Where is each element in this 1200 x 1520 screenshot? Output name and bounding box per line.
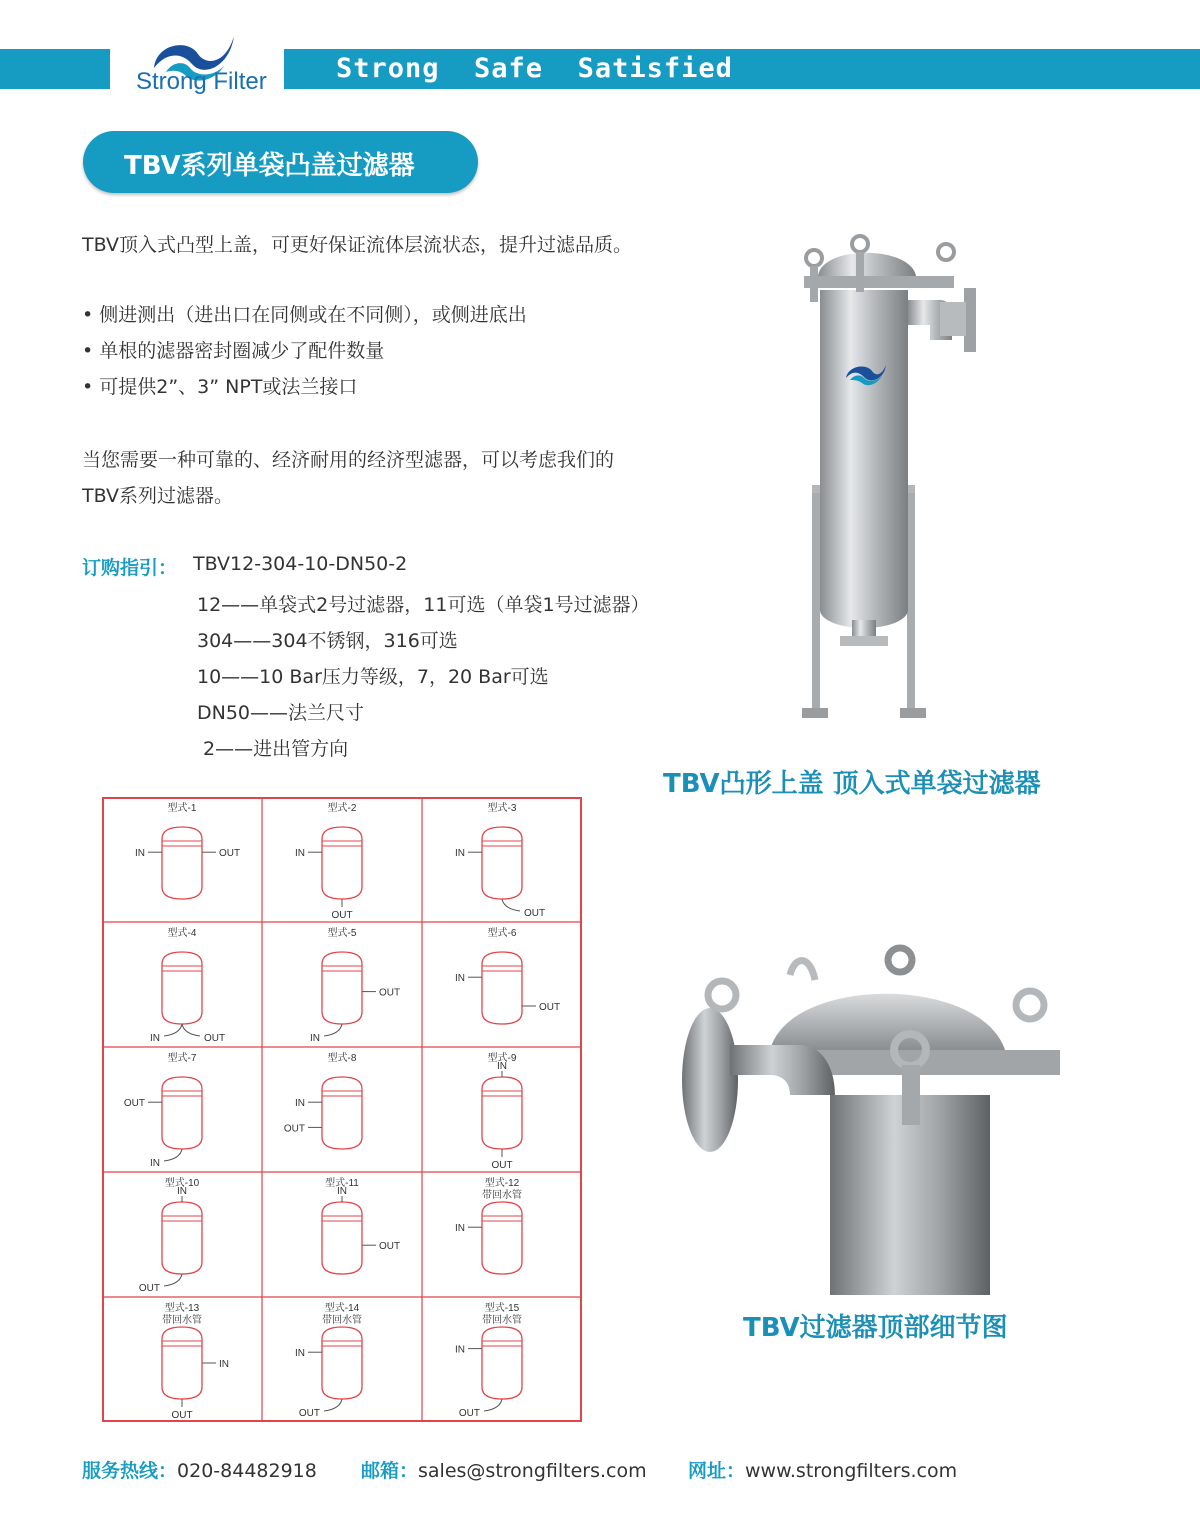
vessel-outline bbox=[162, 952, 202, 1024]
port-label: OUT bbox=[491, 1160, 513, 1171]
order-label: 订购指引： bbox=[82, 557, 178, 579]
summary-line: 当您需要一种可靠的、经济耐用的经济型滤器，可以考虑我们的 bbox=[82, 449, 615, 471]
website-label: 网址： bbox=[688, 1460, 746, 1482]
phone-label: 服务热线： bbox=[82, 1460, 178, 1482]
vessel-outline bbox=[162, 827, 202, 899]
type-note: 带回水管 bbox=[482, 1315, 522, 1326]
vessel-outline bbox=[162, 1077, 202, 1149]
port-label: IN bbox=[337, 1186, 347, 1197]
footer-email bbox=[361, 1456, 647, 1483]
vessel-outline bbox=[482, 1077, 522, 1149]
type-label: 型式-9 bbox=[487, 1053, 517, 1064]
vessel-outline bbox=[322, 952, 362, 1024]
port-label: IN bbox=[177, 1186, 187, 1197]
order-line: 10——10 Bar压力等级，7，20 Bar可选 bbox=[197, 666, 549, 688]
vessel-outline bbox=[322, 1327, 362, 1399]
port-line bbox=[164, 1274, 182, 1286]
vessel-outline bbox=[482, 952, 522, 1024]
type-label: 型式-4 bbox=[167, 928, 197, 939]
tagline: Strong Safe Satisfied bbox=[336, 53, 733, 84]
port-label: OUT bbox=[458, 1408, 480, 1419]
port-line bbox=[502, 899, 520, 911]
port-line bbox=[164, 1024, 182, 1036]
order-line: 2——进出管方向 bbox=[197, 738, 349, 760]
vessel-outline bbox=[482, 1202, 522, 1274]
footer-website bbox=[688, 1456, 957, 1483]
connection-type-diagram bbox=[102, 797, 582, 1422]
type-label: 型式-8 bbox=[327, 1053, 357, 1064]
phone-number: 020-84482918 bbox=[177, 1460, 317, 1482]
page-title: TBV系列单袋凸盖过滤器 bbox=[124, 151, 415, 181]
website-url[interactable]: www.strongfilters.com bbox=[745, 1460, 958, 1482]
type-label: 型式-10 bbox=[164, 1178, 200, 1189]
port-label: IN bbox=[135, 848, 145, 860]
order-line: 304——304不锈钢，316可选 bbox=[197, 630, 458, 652]
email-label: 邮箱： bbox=[361, 1460, 419, 1482]
port-label: IN bbox=[150, 1158, 160, 1169]
port-label: OUT bbox=[298, 1408, 320, 1419]
type-label: 型式-2 bbox=[327, 803, 357, 814]
port-line bbox=[324, 1399, 342, 1411]
port-line bbox=[324, 1024, 342, 1036]
port-label: OUT bbox=[123, 1098, 145, 1110]
vessel-outline bbox=[482, 1327, 522, 1399]
vessel-outline bbox=[162, 1327, 202, 1399]
port-line bbox=[484, 1399, 502, 1411]
type-label: 型式-13 bbox=[164, 1303, 200, 1314]
type-label: 型式-6 bbox=[487, 928, 517, 939]
bullet-item: • 可提供2”、3” NPT或法兰接口 bbox=[82, 376, 358, 398]
order-line: 12——单袋式2号过滤器，11可选（单袋1号过滤器） bbox=[197, 594, 650, 616]
port-label: IN bbox=[455, 848, 465, 860]
intro-text: TBV顶入式凸型上盖，可更好保证流体层流状态，提升过滤品质。 bbox=[82, 234, 633, 256]
port-label: OUT bbox=[283, 1123, 305, 1135]
filter-top-detail-image bbox=[670, 935, 1070, 1295]
port-label: IN bbox=[295, 1348, 305, 1360]
type-label: 型式-7 bbox=[167, 1053, 197, 1064]
port-label: OUT bbox=[204, 1033, 226, 1044]
detail-caption: TBV过滤器顶部细节图 bbox=[743, 1313, 1008, 1343]
port-label: OUT bbox=[539, 1002, 561, 1013]
port-label: OUT bbox=[524, 908, 546, 919]
port-line bbox=[182, 1024, 200, 1036]
port-label: IN bbox=[150, 1033, 160, 1044]
bullet-item: • 侧进测出（进出口在同侧或在不同侧），或侧进底出 bbox=[82, 304, 527, 326]
port-label: IN bbox=[310, 1033, 320, 1044]
type-note: 带回水管 bbox=[322, 1315, 362, 1326]
port-label: OUT bbox=[379, 987, 401, 999]
type-label: 型式-14 bbox=[324, 1303, 360, 1314]
order-line: DN50——法兰尺寸 bbox=[197, 702, 365, 724]
port-label: IN bbox=[455, 1223, 465, 1235]
product-caption: TBV凸形上盖 顶入式单袋过滤器 bbox=[663, 769, 1041, 799]
port-label: OUT bbox=[219, 848, 241, 860]
vessel-outline bbox=[482, 827, 522, 899]
vessel-outline bbox=[322, 1077, 362, 1149]
port-label: OUT bbox=[331, 910, 353, 921]
port-label: IN bbox=[497, 1061, 507, 1072]
vessel-outline bbox=[322, 1202, 362, 1274]
header-band-left bbox=[0, 49, 110, 89]
type-label: 型式-5 bbox=[327, 928, 357, 939]
port-label: IN bbox=[295, 848, 305, 860]
port-label: OUT bbox=[171, 1410, 193, 1421]
port-line bbox=[164, 1149, 182, 1161]
logo-text: Strong Filter bbox=[136, 68, 267, 95]
port-label: IN bbox=[455, 1344, 465, 1356]
footer-phone bbox=[82, 1456, 317, 1483]
type-note: 带回水管 bbox=[482, 1190, 522, 1201]
type-label: 型式-1 bbox=[167, 803, 197, 814]
port-label: OUT bbox=[379, 1241, 401, 1253]
type-label: 型式-11 bbox=[325, 1178, 359, 1189]
type-label: 型式-12 bbox=[484, 1178, 520, 1189]
vessel-outline bbox=[162, 1202, 202, 1274]
port-label: IN bbox=[219, 1359, 229, 1370]
bullet-item: • 单根的滤器密封圈减少了配件数量 bbox=[82, 340, 385, 362]
port-label: IN bbox=[295, 1098, 305, 1110]
type-note: 带回水管 bbox=[162, 1315, 202, 1326]
type-label: 型式-15 bbox=[484, 1303, 520, 1314]
filter-product-image bbox=[770, 230, 1000, 730]
vessel-outline bbox=[322, 827, 362, 899]
summary-line: TBV系列过滤器。 bbox=[82, 485, 234, 507]
port-label: OUT bbox=[138, 1283, 160, 1294]
port-label: IN bbox=[455, 973, 465, 985]
email-address[interactable]: sales@strongfilters.com bbox=[418, 1460, 647, 1482]
type-label: 型式-3 bbox=[487, 803, 517, 814]
order-code: TBV12-304-10-DN50-2 bbox=[193, 553, 408, 575]
